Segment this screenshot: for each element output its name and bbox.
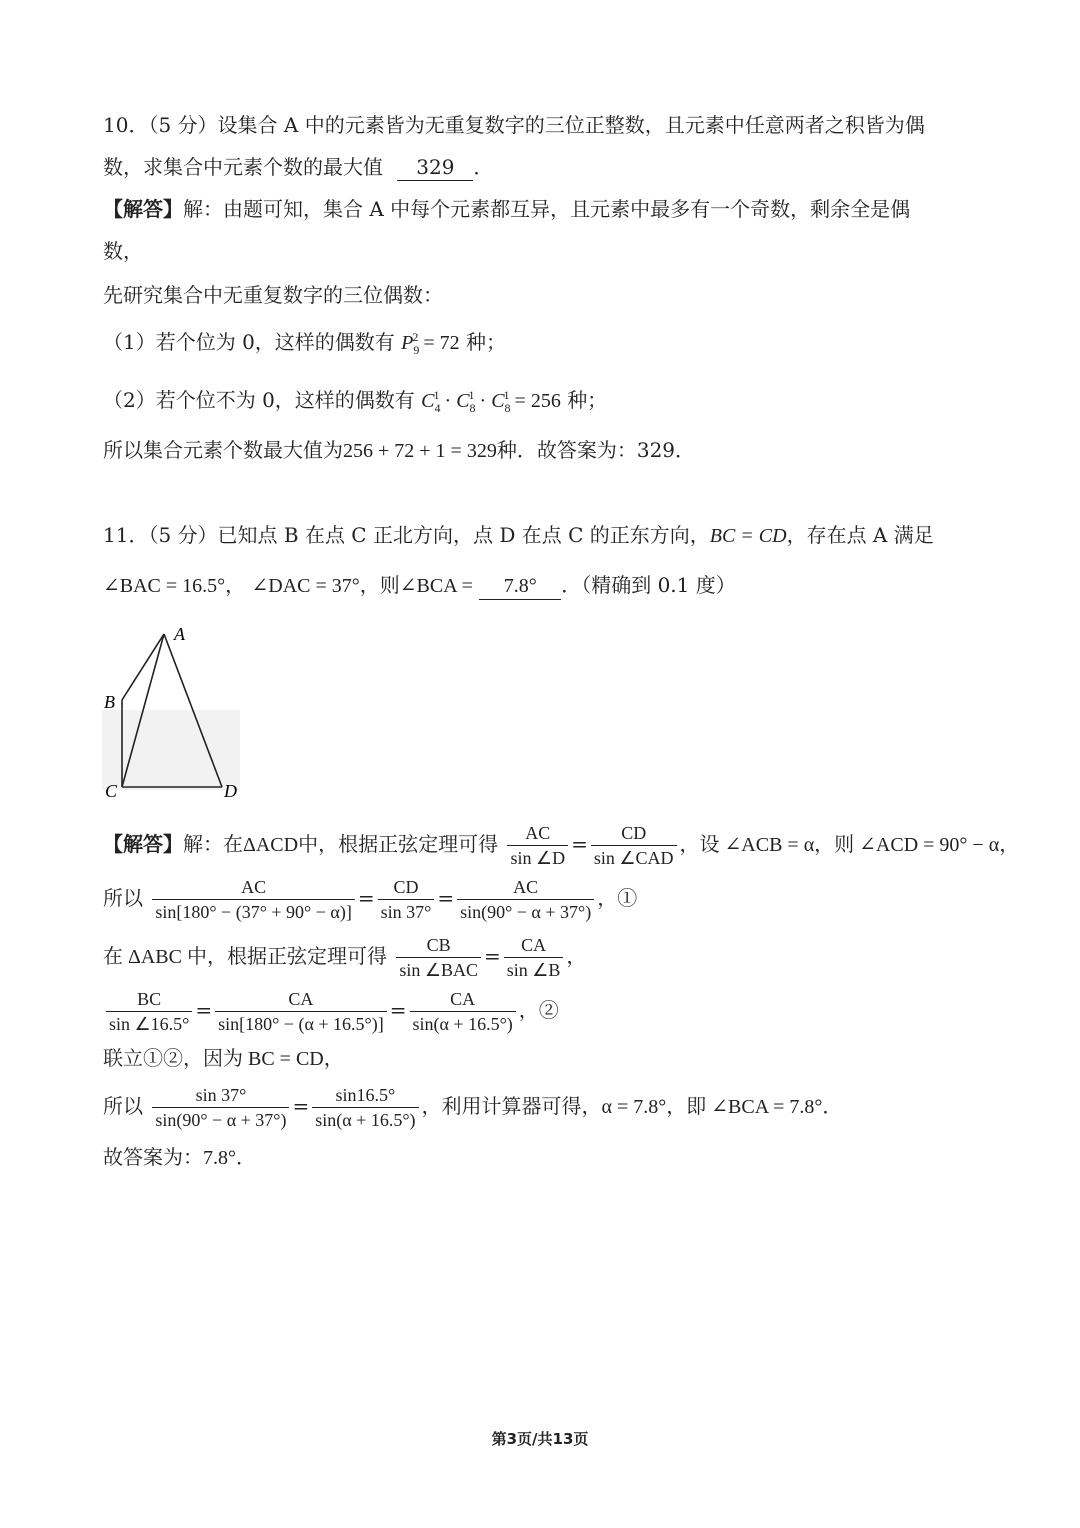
q11-sol-l2-text: 所以 [103, 886, 143, 910]
fraction-cd-sincad: $\frac{CD}{\text{sin ∠CAD}}$ [591, 821, 677, 870]
fraction-cd-sin37: $\frac{CD}{\sin 37^\circ}$ [378, 875, 435, 924]
q10-solution-line2: 数， [103, 239, 143, 263]
q10-stem-line2: 数，求集合中元素个数的最大值 329 ． [103, 155, 494, 179]
q10-case1 [103, 327, 506, 358]
q11-stem-tail2: ．（精确到 0.1 度） [561, 573, 736, 597]
segment-ba [122, 634, 164, 700]
fraction-bc-sin165: $\frac{BC}{\sin \angle 16.5^\circ}$ [106, 987, 192, 1036]
q11-sol-l6-text: 所以 [103, 1094, 143, 1118]
q11-stem-text: 11．（5 分）已知点 B 在点 C 正北方向，点 D 在点 C 的正东方向， [103, 523, 710, 547]
q10-case1-formula: $P_9^2 = 72$ [401, 330, 460, 357]
q11-stem-line2 [103, 570, 736, 601]
q11-answer-blank: 7.8° [479, 573, 561, 600]
fraction-ca-sinalpha: $\frac{CA}{\sin(\alpha + 16.5^\circ)}$ [410, 987, 516, 1036]
q11-sol-l2-tail: ，① [597, 886, 638, 910]
fraction-sin165-ratio: $\frac{\sin 16.5^\circ}{\sin(\alpha + 16.5^\circ)}$ [312, 1083, 418, 1132]
fraction-ac-sin90: $\frac{AC}{\sin(90^\circ - \alpha + 37^\circ)}$ [457, 875, 594, 924]
q10-stem-line1: 10．（5 分）设集合 A 中的元素皆为无重复数字的三位正整数，且元素中任意两者之积皆为偶 [103, 113, 925, 137]
fraction-ac-sin180: $\frac{AC}{\sin[180^\circ - (37^\circ + 90^\circ - \alpha)]}$ [152, 875, 354, 924]
q10-case1-text: （1）若个位为 0，这样的偶数有 [103, 330, 395, 354]
q10-solution-tag: 【解答】 [103, 197, 183, 221]
q11-sol-l1-mid: 中，根据正弦定理可得 [298, 832, 499, 856]
q11-triangle-acd: ΔACD [243, 834, 299, 856]
fraction-cb-sinbac: $\frac{CB}{\text{sin ∠BAC}}$ [396, 933, 481, 982]
q11-solution-line2: 所以 $\frac{AC}{\sin[180^\circ - (37^\circ + 90^\circ - \alpha)]}$ = $\frac{CD}{\sin 37^\circ}$ = $\frac{AC}{\sin(90^\circ - \alpha + 37^\circ)}$ ，① [103, 877, 638, 922]
q11-angle-bac: ∠BAC = 16.5°， [103, 575, 246, 597]
q10-conclusion-tail: 种．故答案为：329． [496, 438, 696, 462]
label-b: B [104, 692, 115, 712]
q11-solution-line7: 故答案为：7.8°． [103, 1147, 256, 1169]
q10-case2-formula: $C_4^1 \cdot C_8^1 \cdot C_8^1 = 256$ [421, 388, 561, 415]
label-a: A [174, 624, 185, 644]
q10-case1-tail: 种； [466, 330, 507, 354]
label-d: D [224, 781, 237, 801]
q11-sol-l6-tail: ，利用计算器可得，α = 7.8°，即 ∠BCA = 7.8°． [421, 1096, 843, 1118]
q11-figure [100, 620, 250, 805]
fraction-sin37-ratio: $\frac{\sin 37^\circ}{\sin(90^\circ - \alpha + 37^\circ)}$ [152, 1083, 289, 1132]
q11-solution-tag: 【解答】 [103, 832, 183, 856]
q11-angle-bca: ∠BCA = [399, 575, 473, 597]
q11-angle-dac: ∠DAC = 37° [251, 575, 360, 597]
q10-conclusion-formula: 256 + 72 + 1 = 329 [343, 440, 497, 462]
q11-solution-line3: 在 ΔABC 中，根据正弦定理可得 $\frac{CB}{\text{sin ∠BAC}}$ = $\frac{CA}{\sin \angle B}$ ， [103, 935, 587, 980]
q10-conclusion-text: 所以集合元素个数最大值为 [103, 438, 343, 462]
q11-stem-line1 [103, 520, 934, 551]
fraction-ca-sin180: $\frac{CA}{\sin[180^\circ - (\alpha + 16.5^\circ)]}$ [215, 987, 387, 1036]
q11-sol-l3-text: 在 ΔABC 中，根据正弦定理可得 [103, 946, 387, 968]
q11-sol-l3-tail: ， [566, 944, 587, 968]
fraction-ca-sinb: $\frac{CA}{\sin \angle B}$ [504, 933, 564, 982]
q10-case2 [103, 385, 607, 416]
q11-stem-then: ，则 [359, 573, 400, 597]
q11-sol-l1-tail: ，设 ∠ACB = α，则 ∠ACD = 90° − α， [679, 834, 1020, 856]
fraction-ac-sind: $\frac{AC}{\sin \angle D}$ [507, 821, 568, 870]
q11-sol-l4-tail: ，② [518, 998, 559, 1022]
q10-stem-text: 数，求集合中元素个数的最大值 [103, 155, 383, 179]
q11-solution-line6: 所以 $\frac{\sin 37^\circ}{\sin(90^\circ - \alpha + 37^\circ)}$ = $\frac{\sin 16.5^\circ}{\sin(\alpha + 16.5^\circ)}$ ，利用计算器可得，α = 7.8°，即 ∠BCA = 7.8°． [103, 1085, 843, 1130]
q11-solution-line1: 【解答】解：在ΔACD中，根据正弦定理可得 $\frac{AC}{\sin \angle D}$ = $\frac{CD}{\text{sin ∠CAD}}$ ，设 ∠ACB = α，则 ∠ACD = 90° − α， [103, 823, 1020, 868]
q11-sol-l1-text: 解：在 [183, 832, 243, 856]
q10-case2-text: （2）若个位不为 0，这样的偶数有 [103, 388, 415, 412]
q10-solution-line3: 先研究集合中无重复数字的三位偶数： [103, 283, 443, 307]
q11-stem-condition: BC = CD [709, 525, 787, 547]
q11-stem-tail: ，存在点 A 满足 [786, 523, 934, 547]
label-c: C [105, 781, 118, 801]
q11-solution-line4: $\frac{BC}{\sin \angle 16.5^\circ}$ = $\frac{CA}{\sin[180^\circ - (\alpha + 16.5^\circ)]}$ = $\frac{CA}{\sin(\alpha + 16.5^\circ)}$ ，② [103, 984, 559, 1036]
q10-solution-text: 解：由题可知，集合 A 中每个元素都互异，且元素中最多有一个奇数，剩余全是偶 [183, 197, 911, 221]
q10-conclusion [103, 435, 695, 466]
q10-solution-line1 [103, 194, 910, 224]
page-footer: 第3页/共13页 [491, 1430, 589, 1448]
q10-case2-tail: 种； [567, 388, 608, 412]
q11-solution-line5: 联立①②，因为 BC = CD， [103, 1048, 344, 1070]
q10-answer-blank: 329 [397, 154, 473, 181]
